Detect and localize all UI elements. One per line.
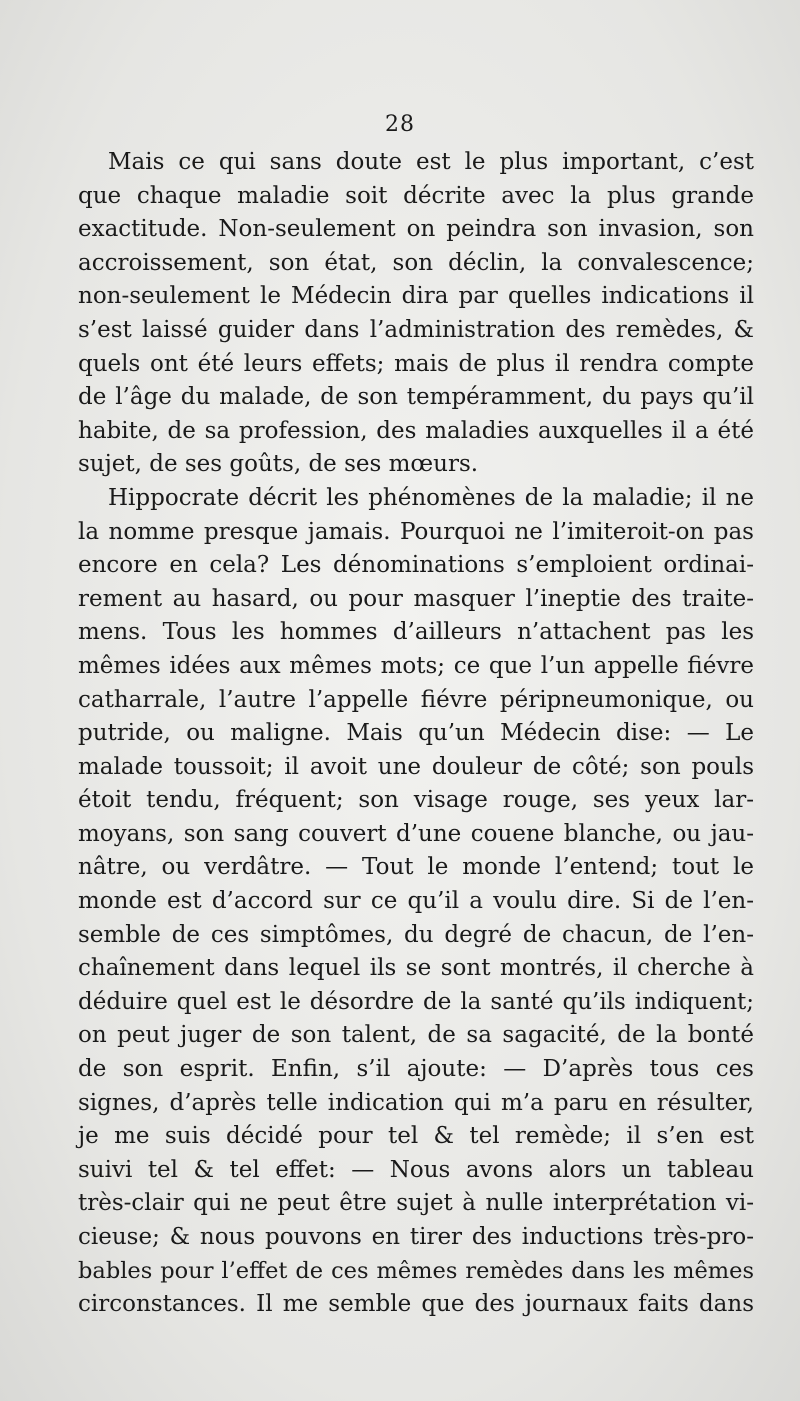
text-line: déduire quel est le désordre de la santé qu’ils indiquent; xyxy=(78,988,754,1015)
text-line: mens. Tous les hommes d’ailleurs n’attachent pas les xyxy=(78,619,754,646)
text-line: s’est laissé guider dans l’administration des remèdes, & xyxy=(78,316,754,343)
text-line: malade toussoit; il avoit une douleur de côté; son pouls xyxy=(78,753,754,780)
text-line: suivi tel & tel effet: — Nous avons alors un tableau xyxy=(78,1156,754,1183)
text-line: chaînement dans lequel ils se sont montrés, il cherche à xyxy=(78,955,754,982)
text-line: monde est d’accord sur ce qu’il a voulu dire. Si de l’en- xyxy=(78,888,754,915)
text-line: Mais ce qui sans doute est le plus important, c’est xyxy=(108,149,754,175)
text-line: que chaque maladie soit décrite avec la plus grande xyxy=(78,182,754,209)
text-line: accroissement, son état, son déclin, la convalescence; xyxy=(78,249,754,276)
text-line: de son esprit. Enfin, s’il ajoute: — D’après tous ces xyxy=(78,1056,754,1083)
text-line: circonstances. Il me semble que des journaux faits dans xyxy=(78,1291,754,1318)
text-line: encore en cela? Les dénominations s’emploient ordinai- xyxy=(78,552,754,579)
text-line: étoit tendu, fréquent; son visage rouge, ses yeux lar- xyxy=(78,787,754,814)
text-line: nâtre, ou verdâtre. — Tout le monde l’entend; tout le xyxy=(78,854,754,881)
text-line: habite, de sa profession, des maladies auxquelles il a été xyxy=(78,417,754,444)
text-line: bables pour l’effet de ces mêmes remèdes dans les mêmes xyxy=(78,1257,754,1284)
text-line: Hippocrate décrit les phénomènes de la maladie; il ne xyxy=(108,484,754,511)
text-line: quels ont été leurs effets; mais de plus il rendra compte xyxy=(78,350,754,377)
body-text xyxy=(78,146,754,1322)
text-line: mêmes idées aux mêmes mots; ce que l’un appelle fiévre xyxy=(78,652,754,679)
text-line: sujet, de ses goûts, de ses mœurs. xyxy=(78,451,479,478)
text-line: putride, ou maligne. Mais qu’un Médecin dise: — Le xyxy=(78,720,754,747)
text-line: non-seulement le Médecin dira par quelles indications il xyxy=(78,283,754,310)
text-line: très-clair qui ne peut être sujet à nulle interprétation vi- xyxy=(78,1190,754,1217)
text-line: moyans, son sang couvert d’une couene blanche, ou jau- xyxy=(78,820,754,847)
text-line: semble de ces simptômes, du degré de chacun, de l’en- xyxy=(78,921,754,948)
text-line: de l’âge du malade, de son tempéramment, du pays qu’il xyxy=(78,384,754,411)
text-line: rement au hasard, ou pour masquer l’ineptie des traite- xyxy=(78,585,754,612)
text-line: je me suis décidé pour tel & tel remède; il s’en est xyxy=(78,1123,754,1150)
text-line: on peut juger de son talent, de sa sagacité, de la bonté xyxy=(78,1022,754,1049)
text-line: la nomme presque jamais. Pourquoi ne l’imiteroit-on pas xyxy=(78,518,754,545)
text-line: cieuse; & nous pouvons en tirer des inductions très-pro- xyxy=(78,1224,754,1250)
text-line: exactitude. Non-seulement on peindra son invasion, son xyxy=(78,216,754,243)
text-line: catharrale, l’autre l’appelle fiévre péripneumonique, ou xyxy=(78,686,754,713)
page-number: 28 xyxy=(385,112,415,137)
text-line: signes, d’après telle indication qui m’a paru en résulter, xyxy=(78,1089,754,1116)
